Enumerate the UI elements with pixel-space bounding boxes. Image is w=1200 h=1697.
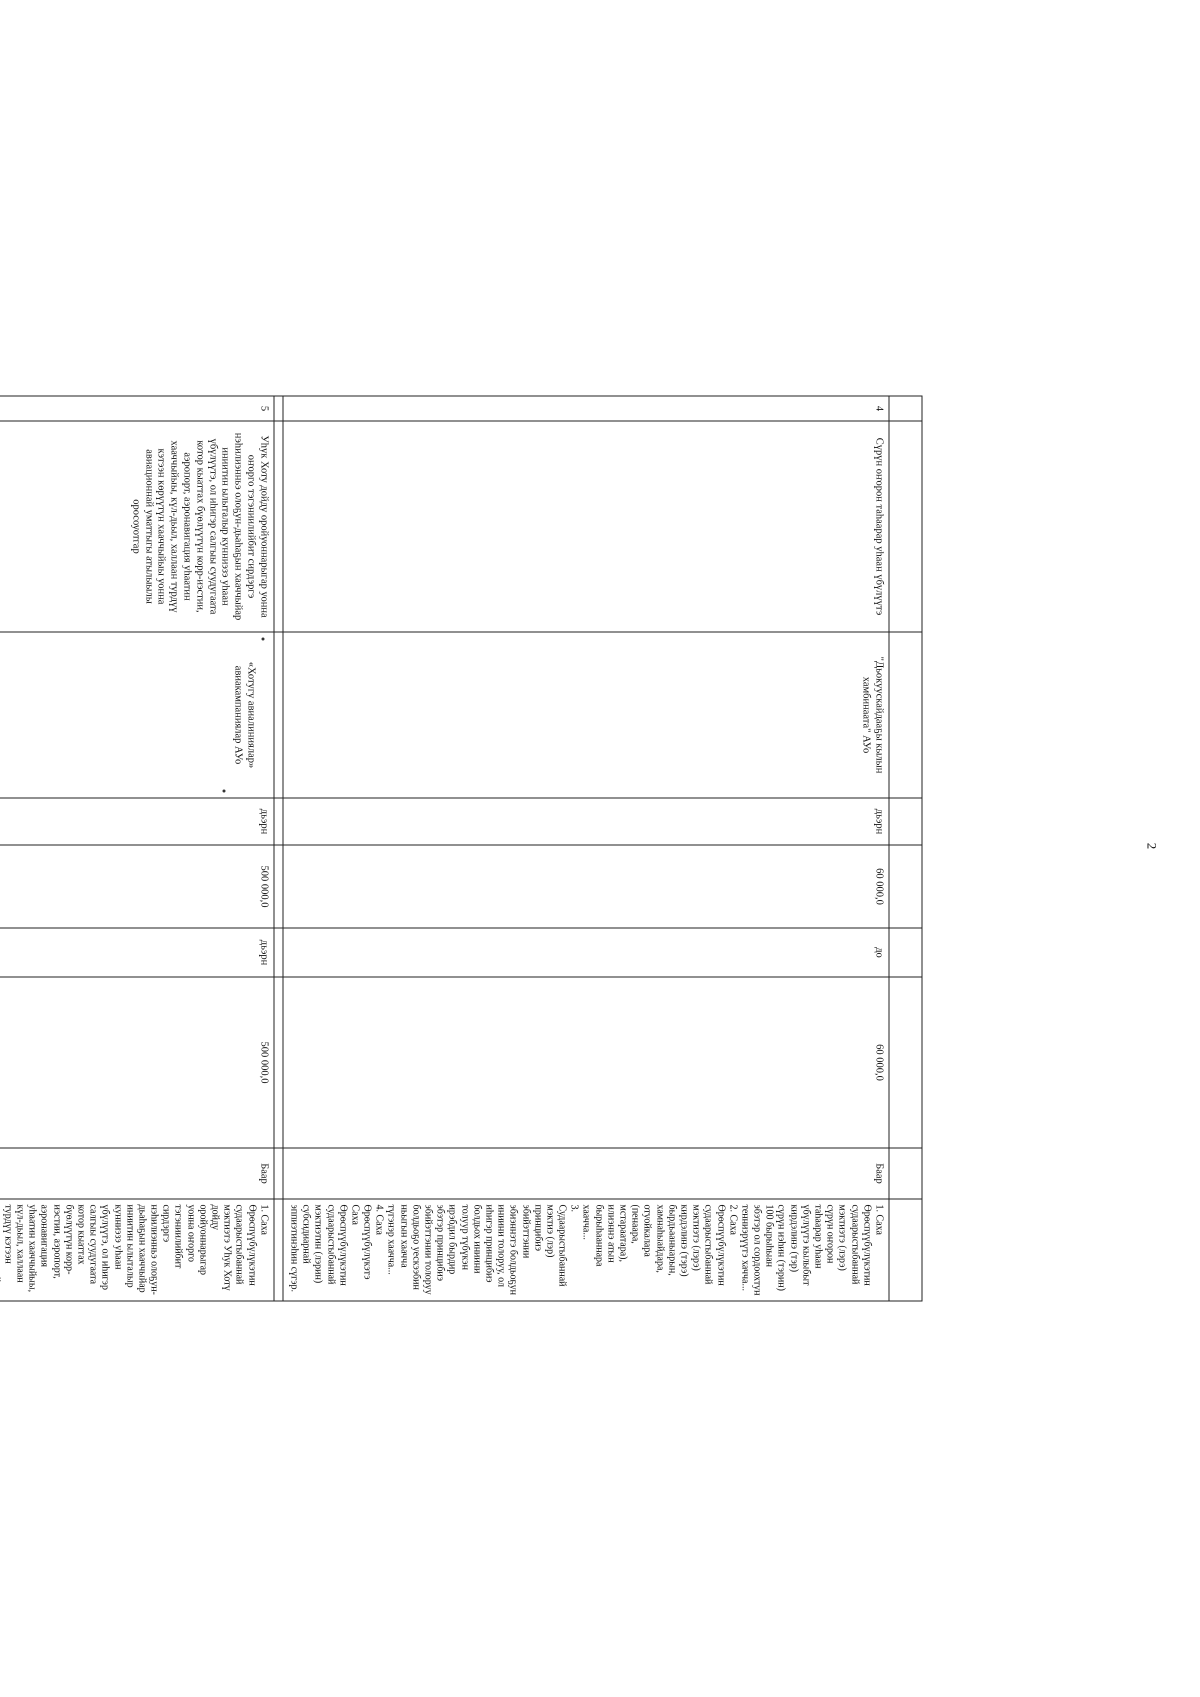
amount-cell: 500 000,0: [0, 845, 274, 928]
justification-item: 3. Судаарыстыбаннай мэктиэ (лэр) принцибиэ эбийэттэнии эбиэннэтэ болдьоҕун иниини толоруу, ол иһигэр принцибиэ болдьох иниини толуур түбүкэн ирэбдил бырдир эбэтэр принцибиэ эбийэттэнии толоруу болдьоҕо уескээбин ньыгын хаачча түгэнэр хаачча...: [386, 1204, 580, 1296]
page-number: 2: [1144, 842, 1160, 850]
justification-cell: [283, 1199, 889, 1301]
justification-item: 1. Саха Өрөспүүбүлүкэтин судаарыстыбаннай мэктиэтэ (лэрэ) сүрүн оҥорон таһаарар уһаан үбүлүүтэ кылыбыт кирдэлинэ (тэр) сүрүн иэһин (тэрин) 100 бырыһыан эбэтэр ол сордоохтун тенниэрүүтэ хачча...: [739, 1204, 885, 1296]
justification-item: 4. Саха Өрөспүүбүлүкэтэ Саха Өрөспүүбүлүкэтин судаарыстыбаннай мэктиэтин (лэрин) субсидиарнай эппиэтинэһин сүгэр.: [288, 1204, 385, 1293]
purpose-cell: Сүрүн оҥорон таһаарар уһаан үбүлүүтэ: [283, 421, 889, 632]
unit-cell-2: дьэрн: [0, 928, 274, 977]
source-cell: Баар: [0, 1148, 274, 1199]
purpose-cell: Уһук Хоту дойду оройуоннарыгар уонна оҥорго тэгэниилийбит сирдэргэ нэһилиэнньэ олоҕун-дьаһаҕын хааччыйар иниитин ылыталыр кунниэзэ уһаан үбүлүүтэ, ол иһигэр салгыы суудугаата котор кыаттах бүөлүүтүн корр-иэстии, аэропорт, аэронавигация уһаатин хааччыйыы, күл-дьыл, халлаан турдүү кэтээн көрүүтүн хааччыйыы уонна авиационнай уматтыгы атылыылы оросоуотгар: [0, 421, 274, 632]
guarantee-table: [0, 396, 923, 1302]
justification-item: 1. Саха Өрөспүүбүлүкэтин судаарыстыбаннай мэктиэтэ Уһук Хотү дойду оройуоннарыгар уонна оҥорго тэгэниилийбит сирдэргэ нэһилиэнньэ олоҕун-дьаһаҕын хааччыйар иниитин ылыталыр кунниэзэ уһаан үбүлүүтэ, ол иһигэр салгыы суудугаата котор кыаттах бүөлүүтүн корр-иэстии, аэропорт, аэронавигация уһаатин хааччыйыы, күл-дьыл, халлаан турдүү кэтээн: [2, 1204, 270, 1295]
rotated-table-container: [2, 396, 923, 1302]
row-number: 5: [0, 396, 274, 421]
amount-cell-2: 60 000,0: [283, 977, 889, 1148]
organization-name: «Хотугу авиалиниялар» авиакампаниялар АУо: [232, 661, 257, 769]
scan-dot-icon: [218, 638, 231, 793]
table-row-top: [889, 396, 922, 1301]
table-row: [0, 396, 274, 1301]
source-cell: Баар: [283, 1148, 889, 1199]
justification-item: 2. Саха Өрөспүүбүлүкэтин судаарыстыбаннай мэктиэтэ (лэрэ) кирдэлинэ (тэрэ) бырдьааныарын, хамнаһыайдара, отуойкалара (пенаара, мстараатара), илиэннэ атын бырыһааннара хаачча...: [581, 1204, 739, 1286]
table-row-spacer: [274, 396, 283, 1301]
unit-cell: дьэрн: [283, 798, 889, 845]
row-number: 4: [283, 396, 889, 421]
organization-cell: [0, 632, 274, 798]
unit-cell-2: до: [283, 928, 889, 977]
justification-cell: [0, 1199, 274, 1301]
organization-cell: "Дьокуускайдааҕы кылын хамбинаата" АУо: [283, 632, 889, 798]
amount-cell: 60 000,0: [283, 845, 889, 928]
table-row: [283, 396, 889, 1301]
amount-cell-2: 500 000,0: [0, 977, 274, 1148]
scan-dot-icon: [257, 638, 270, 793]
unit-cell: дьэрн: [0, 798, 274, 845]
